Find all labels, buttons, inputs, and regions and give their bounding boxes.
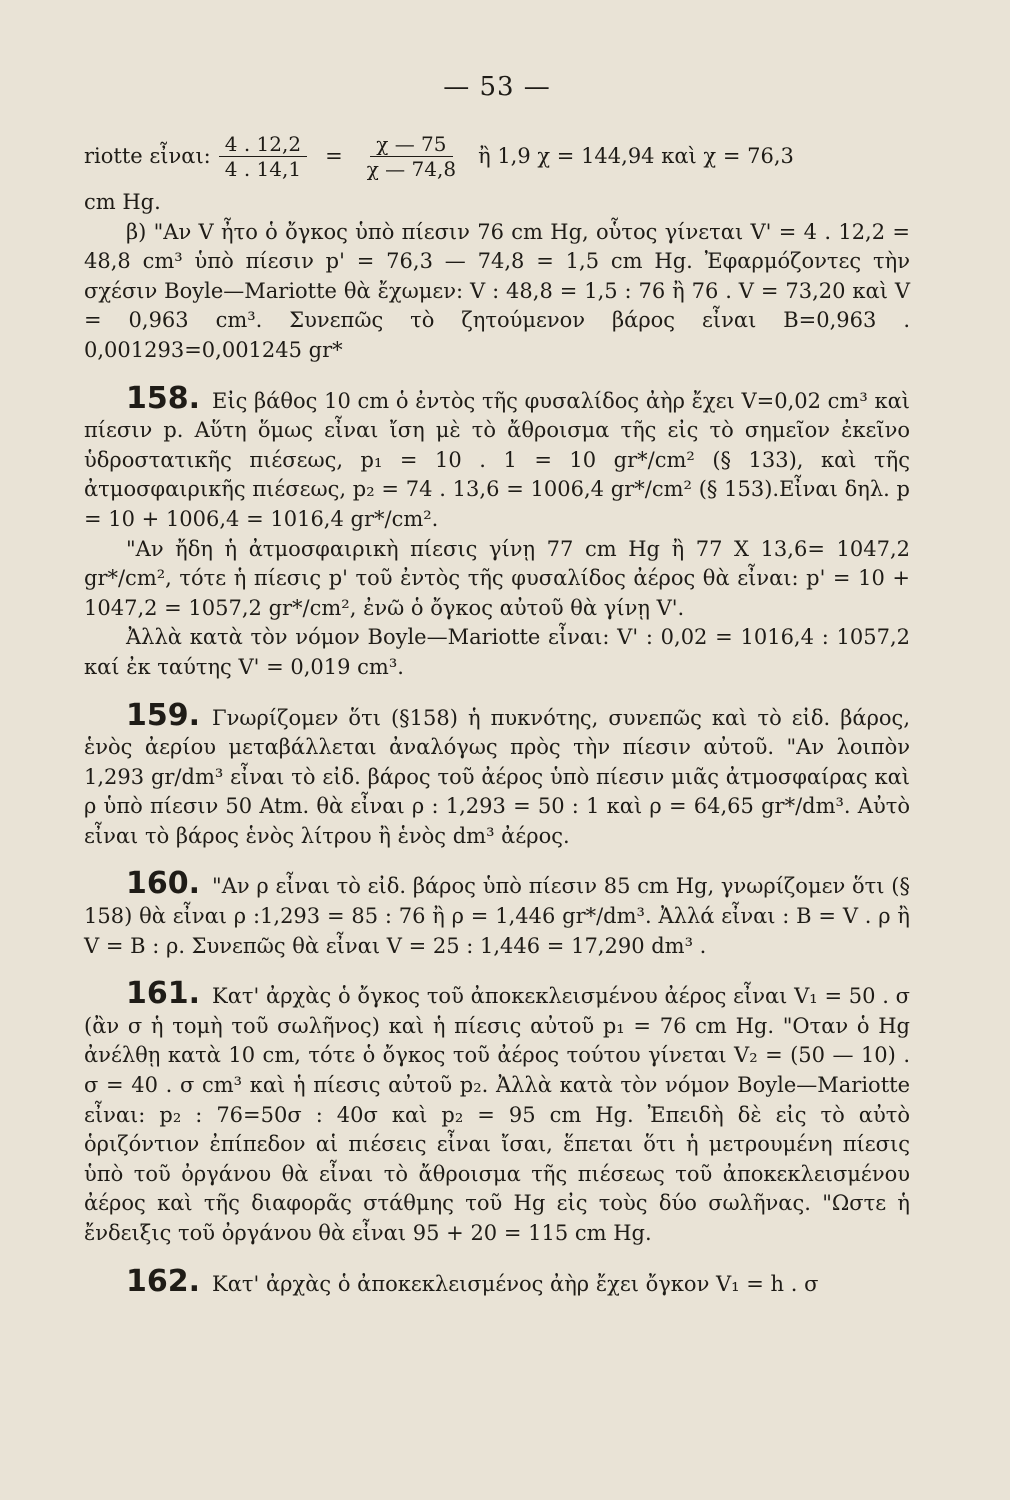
fraction-left [219,132,307,181]
section-158 [84,380,910,683]
fraction-left-numerator: 4 . 12,2 [219,132,307,157]
section-number-161: 161. [126,976,201,1012]
section-160-text: "Αν ρ εἶναι τὸ εἰδ. βάρος ὑπὸ πίεσιν 85 cm Hg, γνωρίζομεν ὅτι (§ 158) θὰ εἶναι ρ :1,293 = 85 : 76 ἢ ρ = 1,446 gr*/dm³. Ἀλλά εἶναι : B = V . ρ ἢ V = B : ρ. Συνεπῶς θὰ εἶναι V = 25 : 1,446 = 17,290 dm³ . [84,874,910,958]
section-158-text-3: Ἀλλὰ κατὰ τὸν νόμον Boyle—Mariotte εἶναι: V' : 0,02 = 1016,4 : 1057,2 καί ἐκ ταύτης V' = 0,019 cm³. [84,625,910,679]
equation-line [84,124,910,188]
section-number-162: 162. [126,1263,201,1299]
section-162 [84,1263,910,1300]
equals-sign: = [325,144,343,168]
page-number: — 53 — [443,72,551,102]
section-160 [84,866,910,961]
section-number-158: 158. [126,380,201,416]
section-158-text-2: "Αν ἤδη ἡ ἀτμοσφαιρικὴ πίεσις γίνῃ 77 cm Hg ἢ 77 X 13,6= 1047,2 gr*/cm², τότε ἡ πίεσις p' τοῦ ἐντὸς τῆς φυσαλίδος ἀέρος θὰ εἶναι: p' = 10 + 1047,2 = 1057,2 gr*/cm², ἐνῶ ὁ ὄγκος αὐτοῦ θὰ γίνῃ V'. [84,536,910,620]
fraction-right-denominator: χ — 74,8 [366,156,457,181]
section-159-text: Γνωρίζομεν ὅτι (§158) ἡ πυκνότης, συνεπῶς καὶ τὸ εἰδ. βάρος, ἑνὸς ἀερίου μεταβάλλεται ἀναλόγως πρὸς τὴν πίεσιν αὐτοῦ. "Αν λοιπὸν 1,293 gr/dm³ εἶναι τὸ εἰδ. βάρος τοῦ ἀέρος ὑπὸ πίεσιν μιᾶς ἀτμοσφαίρας καὶ ρ ὑπὸ πίεσιν 50 Atm. θὰ εἶναι ρ : 1,293 = 50 : 1 καὶ ρ = 64,65 gr*/dm³. Αὐτὸ εἶναι τὸ βάρος ἑνὸς λίτρου ἢ ἑνὸς dm³ ἀέρος. [84,705,910,848]
section-162-text: Κατ' ἀρχὰς ὁ ἀποκεκλεισμένος ἀὴρ ἔχει ὄγκον V₁ = h . σ [212,1271,819,1296]
section-158-text-1: Εἰς βάθος 10 cm ὁ ἐντὸς τῆς φυσαλίδος ἀὴρ ἔχει V=0,02 cm³ καὶ πίεσιν p. Αὕτη ὅμως εἶναι ἴση μὲ τὸ ἄθροισμα τῆς εἰς τὸ σημεῖον ἐκεῖνο ὑδροστατικῆς πιέσεως, p₁ = 10 . 1 = 10 gr*/cm² (§ 133), καὶ τῆς ἀτμοσφαιρικῆς πιέσεως, p₂ = 74 . 13,6 = 1006,4 gr*/cm² (§ 153).Εἶναι δηλ. p = 10 + 1006,4 = 1016,4 gr*/cm². [84,388,910,531]
paragraph-beta: β) "Αν V ἦτο ὁ ὄγκος ὑπὸ πίεσιν 76 cm Hg, οὗτος γίνεται V' = 4 . 12,2 = 48,8 cm³ ὑπὸ πίεσιν p' = 76,3 — 74,8 = 1,5 cm Hg. Ἐφαρμόζοντες τὴν σχέσιν Boyle—Mariotte θὰ ἔχωμεν: V : 48,8 = 1,5 : 76 ἢ 76 . V = 73,20 καὶ V = 0,963 cm³. Συνεπῶς τὸ ζητούμενον βάρος εἶναι B=0,963 . 0,001293=0,001245 gr* [84,219,910,362]
section-161-text: Κατ' ἀρχὰς ὁ ὄγκος τοῦ ἀποκεκλεισμένου ἀέρος εἶναι V₁ = 50 . σ (ἂν σ ἡ τομὴ τοῦ σωλῆνος) καὶ ἡ πίεσις αὐτοῦ p₁ = 76 cm Hg. "Οταν ὁ Hg ἀνέλθῃ κατὰ 10 cm, τότε ὁ ὄγκος τοῦ ἀέρος τούτου γίνεται V₂ = (50 — 10) . σ = 40 . σ cm³ καὶ ἡ πίεσις αὐτοῦ p₂. Ἀλλὰ κατὰ τὸν νόμον Boyle—Mariotte εἶναι: p₂ : 76=50σ : 40σ καὶ p₂ = 95 cm Hg. Ἐπειδὴ δὲ εἰς τὸ αὐτὸ ὁριζόντιον ἐπίπεδον αἱ πιέσεις εἶναι ἴσαι, ἕπεται ὅτι ἡ μετρουμένη πίεσις ὑπὸ τοῦ ὀργάνου θὰ εἶναι τὸ ἄθροισμα τῆς πιέσεως τοῦ ἀποκεκλεισμένου ἀέρος καὶ τῆς διαφορᾶς στάθμης τοῦ Hg εἰς τοὺς δύο σωλῆνας. "Ωστε ἡ ἔνδειξις τοῦ ὀργάνου θὰ εἶναι 95 + 20 = 115 cm Hg. [84,984,910,1245]
section-number-159: 159. [126,697,201,733]
section-159 [84,697,910,852]
section-number-160: 160. [126,866,201,902]
equation-continuation: cm Hg. [84,190,161,214]
fraction-right [361,132,462,181]
equation-lead: riotte εἶναι: [84,144,211,168]
equation-tail: ἢ 1,9 χ = 144,94 καὶ χ = 76,3 [478,144,794,168]
section-161 [84,976,910,1248]
fraction-left-denominator: 4 . 14,1 [224,156,302,181]
fraction-right-numerator: χ — 75 [370,132,452,157]
